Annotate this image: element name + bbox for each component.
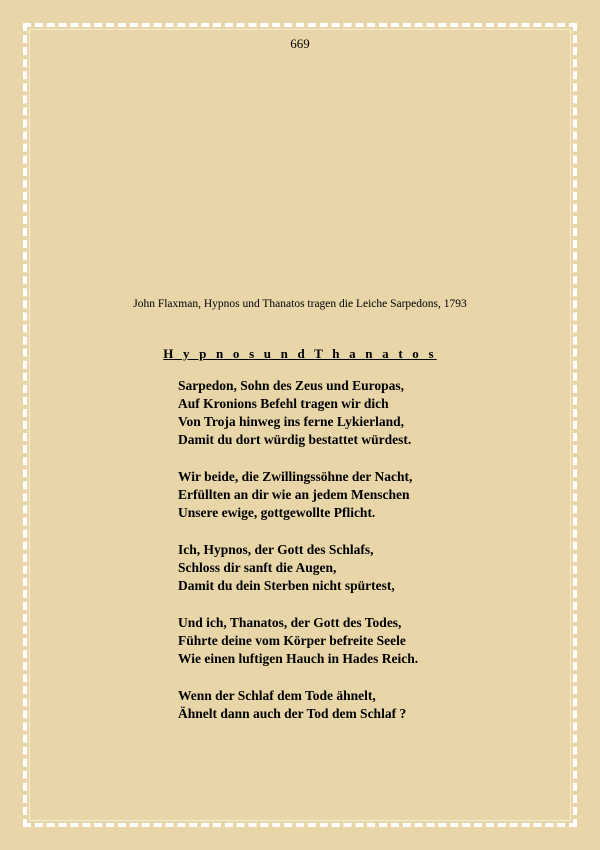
- poem-stanza-3: [178, 541, 558, 595]
- poem-stanza-4: [178, 614, 558, 668]
- poem-line: Schloss dir sanft die Augen,: [178, 560, 337, 575]
- poem-stanza-1: [178, 377, 558, 449]
- poem-stanza-2: [178, 468, 558, 522]
- poem-line: Und ich, Thanatos, der Gott des Todes,: [178, 615, 402, 630]
- poem-line: Ich, Hypnos, der Gott des Schlafs,: [178, 542, 374, 557]
- poem-line: Sarpedon, Sohn des Zeus und Europas,: [178, 378, 404, 393]
- poem-line: Damit du dort würdig bestattet würdest.: [178, 432, 412, 447]
- poem-line: Wir beide, die Zwillingssöhne der Nacht,: [178, 469, 413, 484]
- poem-line: Ähnelt dann auch der Tod dem Schlaf ?: [178, 706, 407, 721]
- poem-line: Wie einen luftigen Hauch in Hades Reich.: [178, 651, 419, 666]
- poem-line: Führte deine vom Körper befreite Seele: [178, 633, 406, 648]
- poem-line: Auf Kronions Befehl tragen wir dich: [178, 396, 389, 411]
- poem-line: Damit du dein Sterben nicht spürtest,: [178, 578, 395, 593]
- poem-line: Wenn der Schlaf dem Tode ähnelt,: [178, 688, 376, 703]
- poem-line: Unsere ewige, gottgewollte Pflicht.: [178, 505, 376, 520]
- poem-title: H y p n o s u n d T h a n a t o s: [163, 346, 437, 361]
- poem-stanza-5: [178, 687, 558, 723]
- poem-line: Erfüllten an dir wie an jedem Menschen: [178, 487, 410, 502]
- image-caption: John Flaxman, Hypnos und Thanatos tragen die Leiche Sarpedons, 1793: [133, 298, 467, 310]
- page-number: 669: [290, 36, 310, 51]
- poem-line: Von Troja hinweg ins ferne Lykierland,: [178, 414, 405, 429]
- poem-body: [178, 377, 558, 742]
